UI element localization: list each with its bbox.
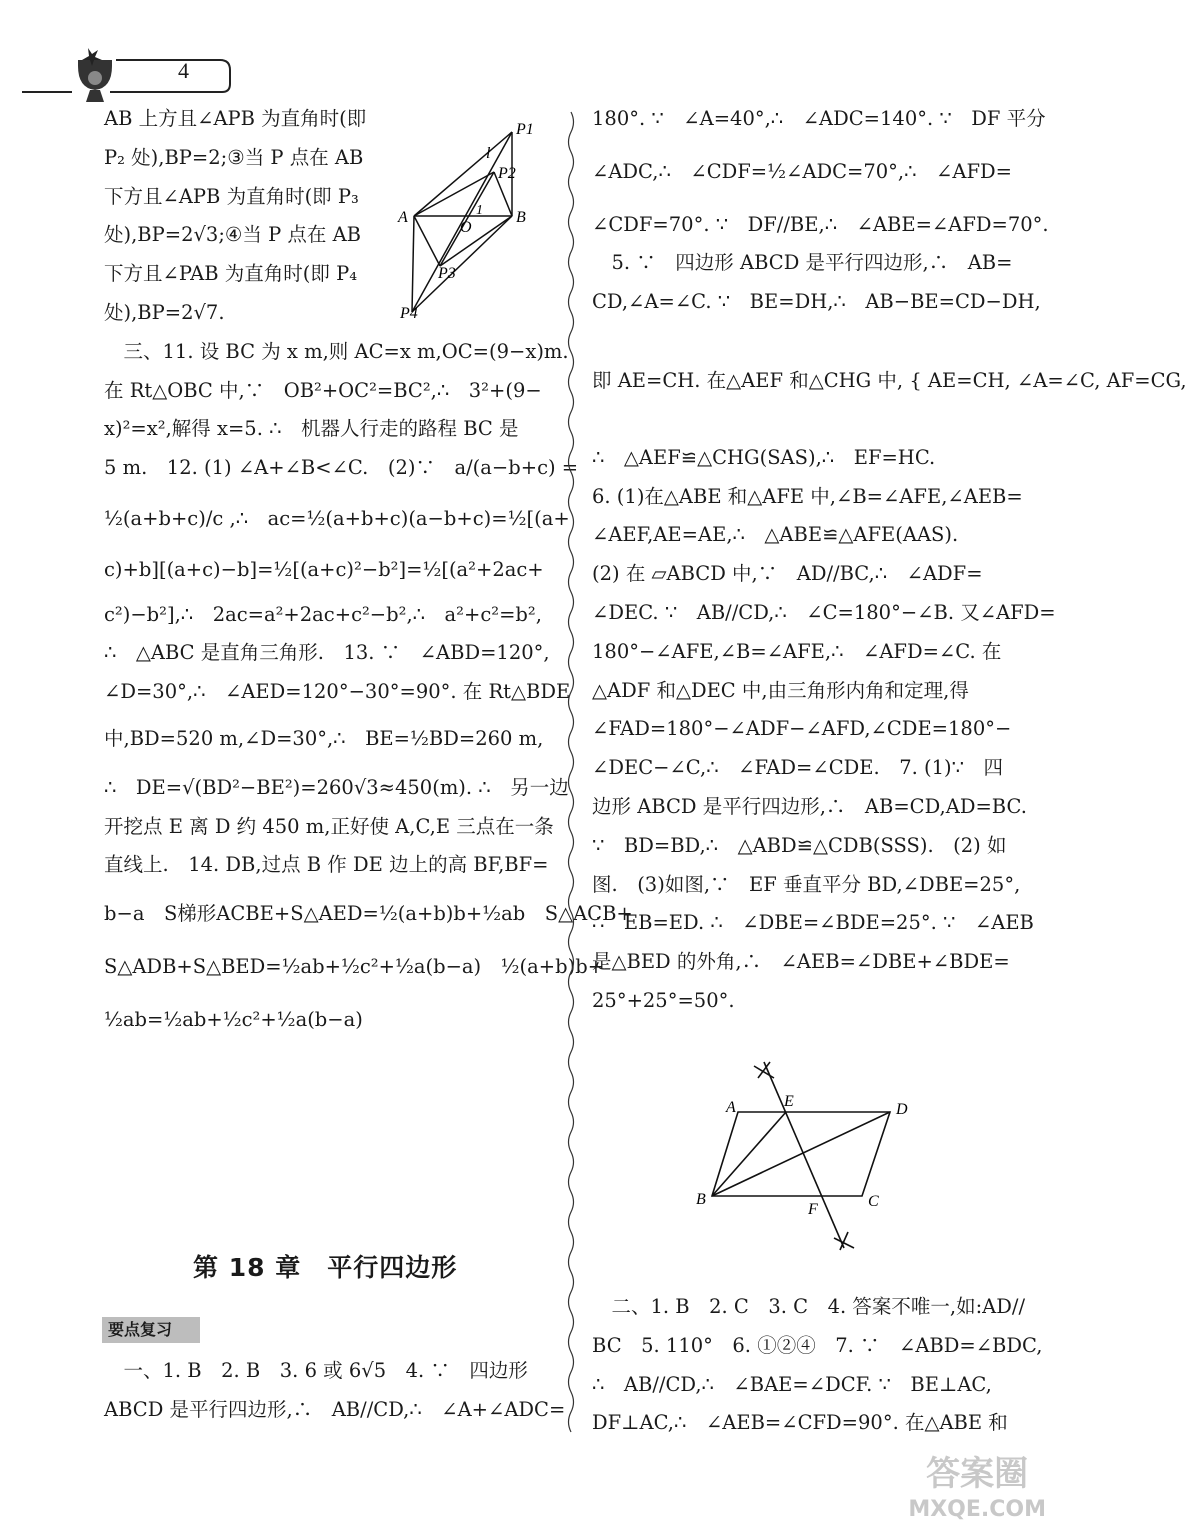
text-line: 5 m. 12. (1) ∠A+∠B<∠C. (2)∵ a/(a−b+c) =	[104, 456, 579, 480]
text-line: 处),BP=2√3;④当 P 点在 AB	[104, 223, 362, 247]
text-line: ∴ AB//CD,∴ ∠BAE=∠DCF. ∵ BE⊥AC,	[592, 1372, 992, 1396]
watermark-logo: 答案圈	[926, 1454, 1029, 1494]
text-line: ∠FAD=180°−∠ADF−∠AFD,∠CDE=180°−	[592, 717, 1012, 741]
text-line: ∵ BD=BD,∴ △ABD≌△CDB(SSS). (2) 如	[592, 833, 1007, 857]
text-line: S△ADB+S△BED=½ab+½c²+½a(b−a) ½(a+b)b+	[104, 954, 605, 978]
text-line: DF⊥AC,∴ ∠AEB=∠CFD=90°. 在△ABE 和	[592, 1411, 1008, 1435]
text-line: (2) 在 ▱ABCD 中,∵ AD//BC,∴ ∠ADF=	[592, 562, 983, 586]
fig1-label: P2	[498, 165, 516, 182]
text-line: P₂ 处),BP=2;③当 P 点在 AB	[104, 145, 364, 169]
text-line: c²)−b²],∴ 2ac=a²+2ac+c²−b²,∴ a²+c²=b²,	[104, 602, 542, 626]
text-line: ∠CDF=70°. ∵ DF//BE,∴ ∠ABE=∠AFD=70°.	[592, 212, 1049, 236]
fig1-label: A	[398, 209, 408, 226]
fig1-label: P4	[400, 305, 418, 322]
text-line: 边形 ABCD 是平行四边形,∴ AB=CD,AD=BC.	[592, 794, 1027, 818]
text-line: 下方且∠APB 为直角时(即 P₃	[104, 184, 359, 208]
text-line: 即 AE=CH. 在△AEF 和△CHG 中, { AE=CH, ∠A=∠C, AF=CG,	[592, 368, 1187, 392]
text-line: 三、11. 设 BC 为 x m,则 AC=x m,OC=(9−x)m.	[104, 339, 569, 363]
fig2-label: E	[784, 1093, 794, 1110]
text-line: 一、1. B 2. B 3. 6 或 6√5 4. ∵ 四边形	[104, 1359, 528, 1382]
fig2-label: F	[808, 1201, 818, 1218]
page-number: 4	[178, 58, 189, 83]
text-line: 180°. ∵ ∠A=40°,∴ ∠ADC=140°. ∵ DF 平分	[592, 107, 1046, 130]
text-line: 180°−∠AFE,∠B=∠AFE,∴ ∠AFD=∠C. 在	[592, 639, 1002, 663]
text-line: 中,BD=520 m,∠D=30°,∴ BE=½BD=260 m,	[104, 726, 544, 750]
text-line: ∠DEC−∠C,∴ ∠FAD=∠CDE. 7. (1)∵ 四	[592, 756, 1004, 780]
text-line: ∴ DE=√(BD²−BE²)=260√3≈450(m). ∴ 另一边	[104, 775, 569, 799]
text-line: △ADF 和△DEC 中,由三角形内角和定理,得	[592, 678, 969, 702]
fig1-label: O	[460, 219, 472, 236]
text-line: ∠ADC,∴ ∠CDF=½∠ADC=70°,∴ ∠AFD=	[592, 159, 1012, 183]
column-divider	[566, 112, 576, 1432]
text-line: b−a S梯形ACBE+S△AED=½(a+b)b+½ab S△ACB+	[104, 902, 633, 926]
fig2-label: A	[726, 1099, 736, 1116]
left-bottom	[104, 1352, 566, 1430]
fig1-label: P1	[516, 121, 534, 138]
text-line: CD,∠A=∠C. ∵ BE=DH,∴ AB−BE=CD−DH,	[592, 290, 1041, 314]
text-line: 25°+25°=50°.	[592, 988, 735, 1012]
text-line: ∴ △AEF≌△CHG(SAS),∴ EF=HC.	[592, 445, 936, 469]
fig1-label: P3	[438, 265, 456, 282]
text-line: 图. (3)如图,∵ EF 垂直平分 BD,∠DBE=25°,	[592, 872, 1021, 896]
text-line: 开挖点 E 离 D 约 450 m,正好使 A,C,E 三点在一条	[104, 814, 554, 838]
watermark	[908, 1456, 1046, 1528]
text-line: ½(a+b+c)/c ,∴ ac=½(a+b+c)(a−b+c)=½[(a+	[104, 506, 570, 530]
figure-rhombus-points	[394, 118, 544, 328]
text-line: 在 Rt△OBC 中,∵ OB²+OC²=BC²,∴ 3²+(9−	[104, 378, 542, 402]
chapter-title: 第 18 章 平行四边形	[193, 1253, 458, 1282]
text-line: 处),BP=2√7.	[104, 300, 225, 324]
fig1-label: l	[486, 145, 491, 162]
text-line: AB 上方且∠APB 为直角时(即	[104, 107, 367, 130]
watermark-url: MXQE.COM	[908, 1497, 1046, 1522]
text-line: 二、1. B 2. C 3. C 4. 答案不唯一,如:AD//	[592, 1295, 1026, 1318]
text-line: x)²=x²,解得 x=5. ∴ 机器人行走的路程 BC 是	[104, 417, 519, 441]
fig1-label: 1	[476, 203, 483, 218]
section-tag: 要点复习	[102, 1317, 200, 1343]
fig1-label: B	[516, 209, 526, 226]
text-line: ∴ EB=ED. ∴ ∠DBE=∠BDE=25°. ∵ ∠AEB	[592, 911, 1034, 935]
text-line: ABCD 是平行四边形,∴ AB//CD,∴ ∠A+∠ADC=	[104, 1397, 566, 1421]
text-line: 6. (1)在△ABE 和△AFE 中,∠B=∠AFE,∠AEB=	[592, 484, 1023, 508]
text-line: 是△BED 的外角,∴ ∠AEB=∠DBE+∠BDE=	[592, 950, 1010, 974]
fig2-label: D	[896, 1101, 908, 1118]
text-line: ∠D=30°,∴ ∠AED=120°−30°=90°. 在 Rt△BDE	[104, 680, 571, 704]
text-line: ½ab=½ab+½c²+½a(b−a)	[104, 1007, 363, 1031]
text-line: 5. ∵ 四边形 ABCD 是平行四边形,∴ AB=	[592, 251, 1013, 275]
figure-parallelogram	[690, 1052, 930, 1262]
right-bottom	[592, 1288, 1043, 1443]
fig2-label: C	[868, 1193, 879, 1210]
fig2-label: B	[696, 1191, 706, 1208]
text-line: 下方且∠PAB 为直角时(即 P₄	[104, 262, 358, 286]
text-line: ∠AEF,AE=AE,∴ △ABE≌△AFE(AAS).	[592, 523, 959, 547]
text-line: 直线上. 14. DB,过点 B 作 DE 边上的高 BF,BF=	[104, 853, 549, 877]
text-line: BC 5. 110° 6. ①②④ 7. ∵ ∠ABD=∠BDC,	[592, 1333, 1043, 1357]
text-line: ∠DEC. ∵ AB//CD,∴ ∠C=180°−∠B. 又∠AFD=	[592, 600, 1056, 624]
right-column	[592, 100, 1187, 1021]
text-line: c)+b][(a+c)−b]=½[(a+c)²−b²]=½[(a²+2ac+	[104, 557, 544, 581]
text-line: ∴ △ABC 是直角三角形. 13. ∵ ∠ABD=120°,	[104, 641, 550, 665]
